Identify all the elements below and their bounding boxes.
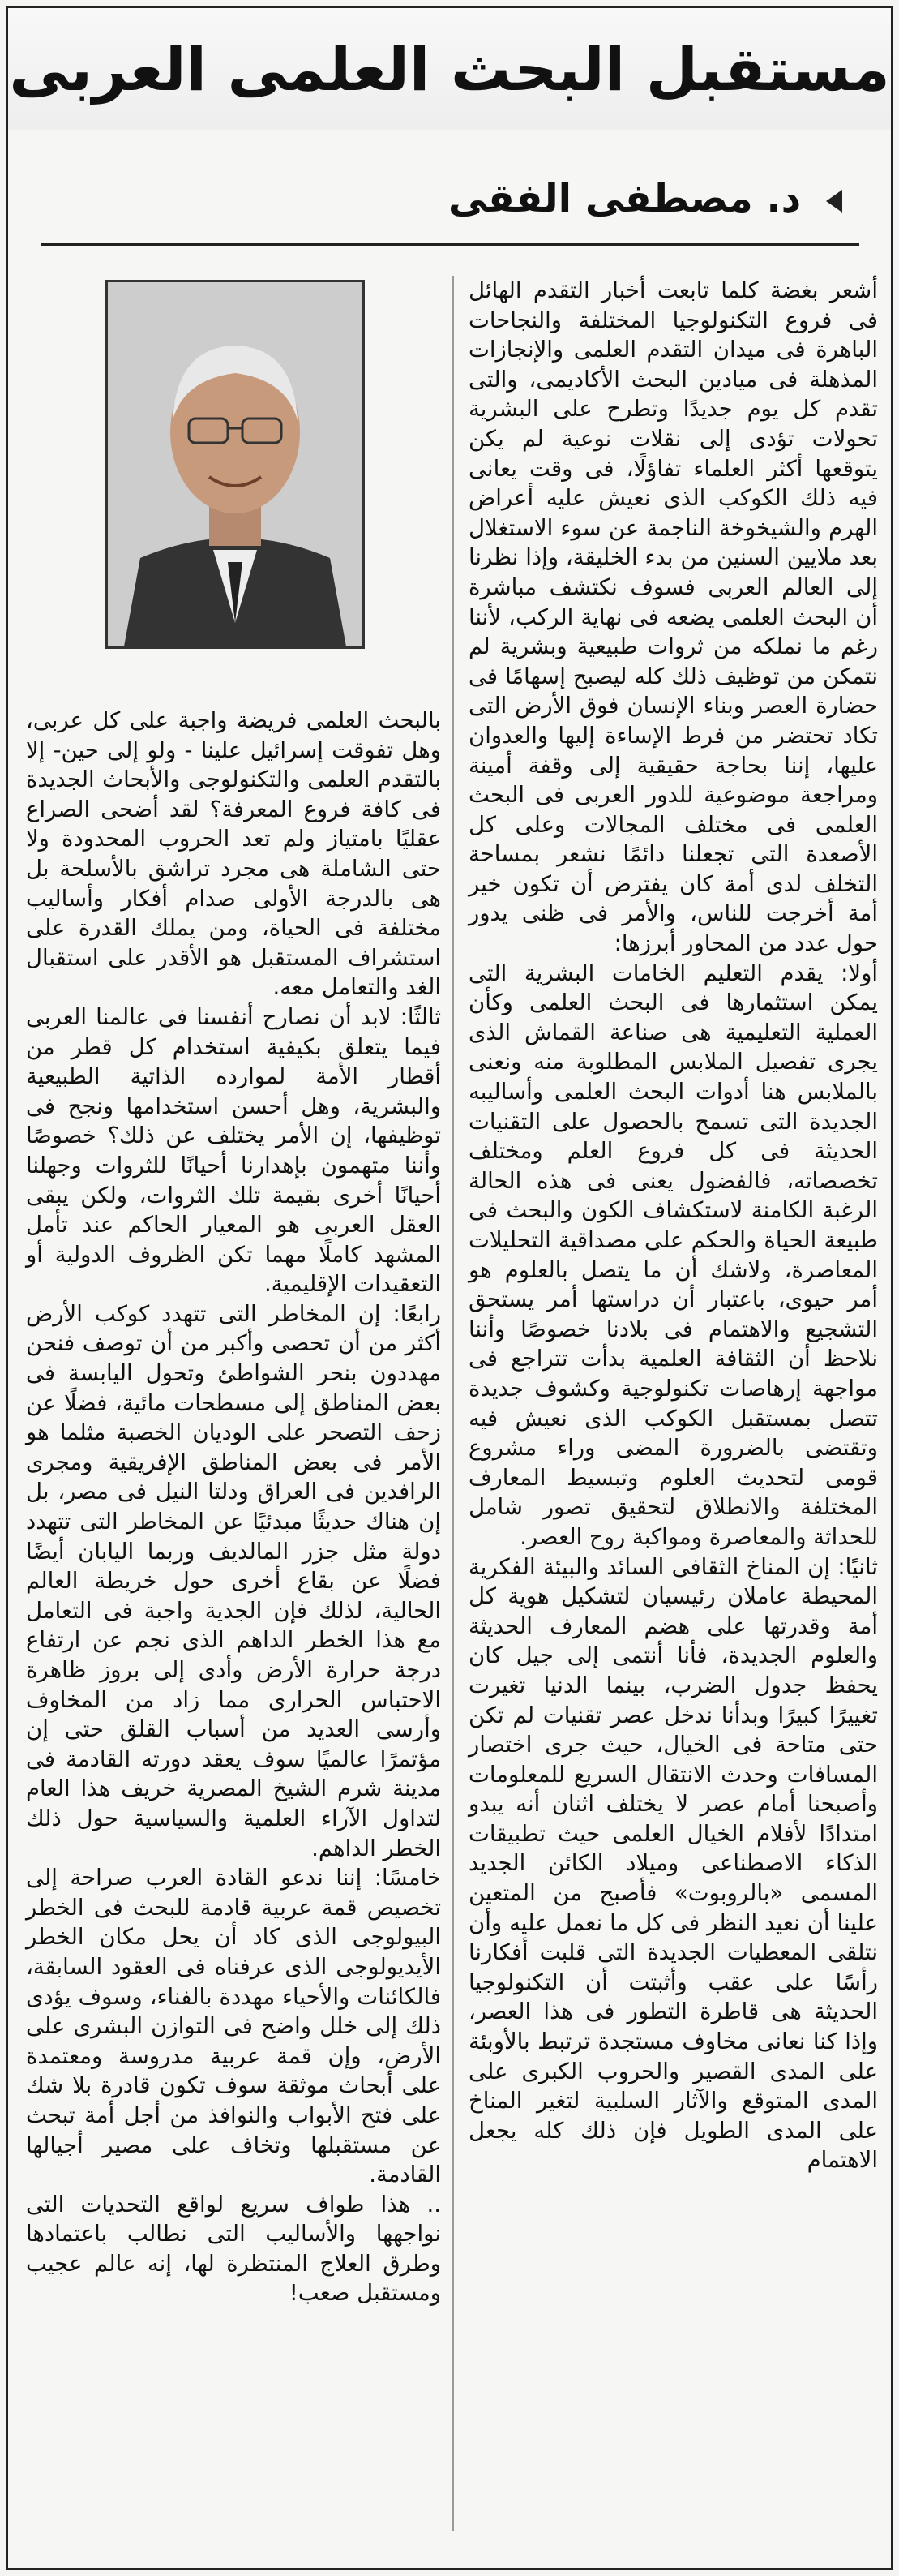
- author-name: د. مصطفى الفقى: [447, 176, 802, 221]
- author-photo: [105, 280, 365, 649]
- paragraph: .. هذا طواف سريع لواقع التحديات التى نواجهها والأساليب التى نطالب باعتمادها وطرق العلاج المنتظرة لها، إنه عالم عجيب ومستقبل صعب!: [26, 2191, 441, 2307]
- article-column-left: [26, 706, 441, 2308]
- column-divider: [452, 276, 454, 2531]
- paragraph: بالبحث العلمى فريضة واجبة على كل عربى، وهل تفوقت إسرائيل علينا - ولو إلى حين- إلا بالتقدم العلمى والتكنولوجى والأبحاث الجديدة فى كافة فروع المعرفة؟ لقد أضحى الصراع عقليًا بامتياز ولم تعد الحروب المحدودة ولا حتى الشاملة هى مجرد تراشق بالأسلحة بل هى بالدرجة الأولى صدام أفكار وأساليب مختلفة فى الحياة، ومن يملك القدرة على استشراف المستقبل هو الأقدر على استقبال الغد والتعامل معه.: [26, 707, 441, 1001]
- author-byline: [448, 174, 842, 223]
- paragraph: أولا: يقدم التعليم الخامات البشرية التى يمكن استثمارها فى البحث العلمى وكأن العملية التعليمية هى صناعة القماش الذى يجرى تفصيل الملابس المطلوبة منه ونعنى بالملابس هنا أدوات البحث العلمى وأساليبه الجديدة التى تسمح بالحصول على التقنيات الحديثة فى كل فروع العلم ومختلف تخصصاته، فالفضول يعنى فى هذه الحالة الرغبة الكامنة لاستكشاف الكون والبحث فى طبيعة الحياة والحكم على مصداقية التحليلات المعاصرة، ولاشك أن ما يتصل بالعلوم هو أمر حيوى، باعتبار أن دراستها أمر يستحق التشجيع والاهتمام فى بلادنا خصوصًا وأننا نلاحظ أن الثقافة العلمية بدأت تتراجع فى مواجهة إرهاصات تكنولوجية وكشوف جديدة تتصل بمستقبل الكوكب الذى نعيش فيه وتقتضى بالضرورة المضى وراء مشروع قومى لتحديث العلوم وتبسيط المعارف المختلفة والانطلاق لتحقيق تصور شامل للحداثة والمعاصرة ومواكبة روح العصر.: [469, 960, 878, 1550]
- paragraph: رابعًا: إن المخاطر التى تتهدد كوكب الأرض أكثر من أن تحصى وأكبر من أن توصف فنحن مهددون بنحر الشواطئ وتحول اليابسة فى بعض المناطق إلى مسطحات مائية، فضلًا عن زحف التصحر على الوديان الخصبة مثلما هو الأمر فى بعض المناطق الإفريقية ومجرى الرافدين فى العراق ودلتا النيل فى مصر، بل إن هناك حديثًا مبدئيًا عن المخاطر التى تتهدد دولة مثل جزر المالديف وربما اليابان أيضًا فضلًا عن بقاع أخرى حول خريطة العالم الحالية، لذلك فإن الجدية واجبة فى التعامل مع هذا الخطر الداهم الذى نجم عن ارتفاع درجة حرارة الأرض وأدى إلى بروز ظاهرة الاحتباس الحرارى مما زاد من المخاوف وأرسى العديد من أسباب القلق حتى إن مؤتمرًا عالميًا سوف يعقد دورته القادمة فى مدينة شرم الشيخ المصرية خريف هذا العام لتداول الآراء العلمية والسياسية حول ذلك الخطر الداهم.: [26, 1300, 441, 1861]
- newspaper-clipping: [6, 6, 893, 2570]
- author-portrait-icon: [108, 282, 362, 646]
- paragraph: ثانيًا: إن المناخ الثقافى السائد والبيئة الفكرية المحيطة عاملان رئيسيان لتشكيل هوية كل أمة وقدرتها على هضم المعارف الحديثة والعلوم الجديدة، فأنا أنتمى إلى جيل كان يحفظ جدول الضرب، بينما الدنيا تغيرت تغييرًا كبيرًا وبدأنا ندخل عصر تقنيات لم تكن حتى متاحة فى الخيال، حيث جرى اختصار المسافات وحدث الانتقال السريع للمعلومات وأصبحنا أمام عصر لا يختلف اثنان أنه يبدو امتدادًا لأفلام الخيال العلمى حيث تطبيقات الذكاء الاصطناعى وميلاد الكائن الجديد المسمى «بالروبوت» فأصبح من المتعين علينا أن نعيد النظر فى كل ما نعمل عليه وأن نتلقى المعطيات الجديدة التى قلبت أفكارنا رأسًا على عقب وأثبتت أن التكنولوجيا الحديثة هى قاطرة التطور فى هذا العصر، وإذا كنا نعانى مخاوف مستجدة ترتبط بالأوبئة على المدى القصير والحروب الكبرى على المدى المتوقع والآثار السلبية لتغير المناخ على المدى الطويل فإن ذلك كله يجعل الاهتمام: [469, 1553, 878, 2174]
- article-column-right: [469, 276, 878, 2175]
- article-headline: مستقبل البحث العلمى العربى: [9, 35, 890, 105]
- triangle-bullet-icon: [826, 190, 842, 213]
- paragraph: أشعر بغضة كلما تابعت أخبار التقدم الهائل فى فروع التكنولوجيا المختلفة والنجاحات الباهرة فى ميدان التقدم العلمى والإنجازات المذهلة فى ميادين البحث الأكاديمى، والتى تقدم كل يوم جديدًا وتطرح على البشرية تحولات تؤدى إلى نقلات نوعية لم يكن يتوقعها أكثر العلماء تفاؤلًا، فى وقت يعانى فيه ذلك الكوكب الذى نعيش عليه أعراض الهرم والشيخوخة الناجمة عن سوء الاستغلال بعد ملايين السنين من بدء الخليقة، وإذا نظرنا إلى العالم العربى فسوف نكتشف مباشرة أن البحث العلمى يضعه فى نهاية الركب، لأننا رغم ما نملكه من ثروات طبيعية وبشرية لم نتمكن من توظيف ذلك كله ليصبح إسهامًا فى حضارة العصر وبناء الإنسان فوق الأرض التى تكاد تحتضر من فرط الإساءة إليها والعدوان عليها، إننا بحاجة حقيقية إلى وقفة أمينة ومراجعة موضوعية للدور العربى فى البحث العلمى فى مختلف المجالات وعلى كل الأصعدة التى تجعلنا دائمًا نشعر بمساحة التخلف لدى أمة كان يفترض أن تكون خير أمة أخرجت للناس، والأمر فى ظنى يدور حول عدد من المحاور أبرزها:: [469, 277, 878, 957]
- paragraph: خامسًا: إننا ندعو القادة العرب صراحة إلى تخصيص قمة عربية قادمة للبحث فى الخطر البيولوجى الذى كاد أن يحل مكان الخطر الأيديولوجى الذى عرفناه فى العقود السابقة، فالكائنات والأحياء مهددة بالفناء، وسوف يؤدى ذلك إلى خلل واضح فى التوازن البشرى على الأرض، وإن قمة عربية مدروسة ومعتمدة على أبحاث موثقة سوف تكون قادرة بلا شك على فتح الأبواب والنوافذ من أجل أمة تبحث عن مستقبلها وتخاف على مصير أجيالها القادمة.: [26, 1865, 441, 2188]
- byline-rule: [41, 243, 859, 246]
- paragraph: ثالثًا: لابد أن نصارح أنفسنا فى عالمنا العربى فيما يتعلق بكيفية استخدام كل قطر من أقطار الأمة لموارده الذاتية الطبيعية والبشرية، وهل أحسن استخدامها ونجح فى توظيفها، إن الأمر يختلف عن ذلك؟ خصوصًا وأننا متهمون بإهدارنا أحيانًا للثروات وجهلنا أحيانًا أخرى بقيمة تلك الثروات، ولكن يبقى العقل العربى هو المعيار الحاكم عند تأمل المشهد كاملًا مهما تكن الظروف الدولية أو التعقيدات الإقليمية.: [26, 1003, 441, 1298]
